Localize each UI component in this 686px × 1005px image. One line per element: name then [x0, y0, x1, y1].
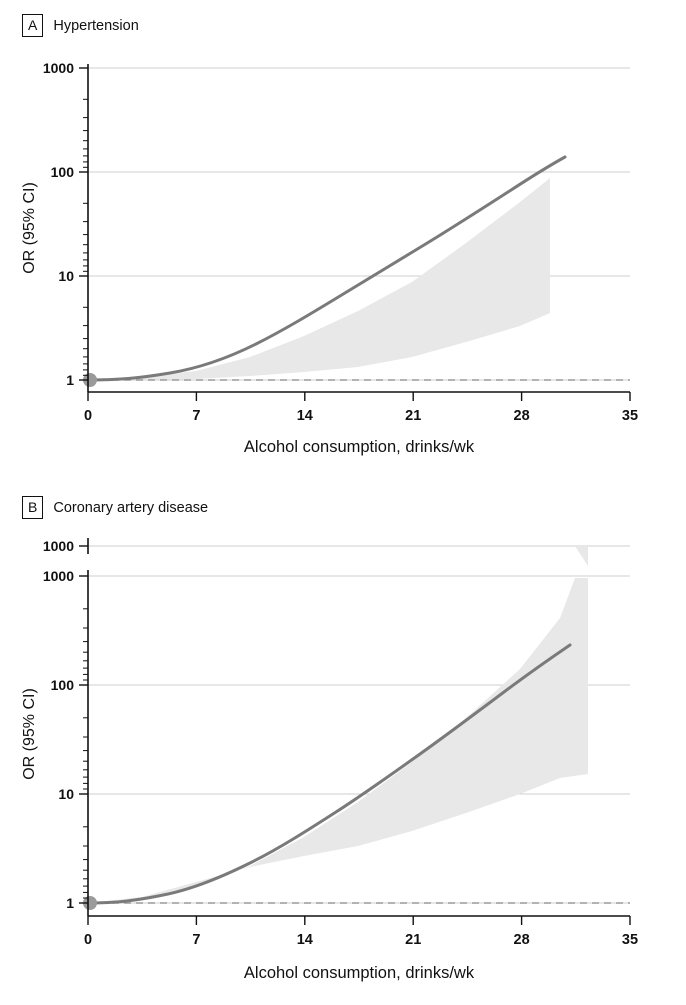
y-axis-label-b: OR (95% CI)	[21, 688, 38, 780]
panel-b-title: Coronary artery disease	[53, 499, 209, 516]
x-tick-label-14: 14	[296, 408, 313, 424]
x-tick-label-28: 28	[513, 932, 530, 948]
panel-coronary-artery-disease	[0, 482, 686, 1005]
x-axis-label-a: Alcohol consumption, drinks/wk	[243, 438, 475, 456]
y-tick-label-10: 10	[58, 786, 74, 802]
y-tick-label-1: 1	[66, 372, 74, 388]
x-tick-label-28: 28	[513, 408, 530, 424]
y-tick-label-100: 100	[50, 677, 74, 693]
x-tick-label-21: 21	[405, 408, 422, 424]
y-ticks-a	[79, 68, 88, 380]
y-tick-label-10: 10	[58, 268, 74, 284]
x-tick-label-7: 7	[192, 932, 201, 948]
y-ticks-b	[79, 546, 88, 903]
y-tick-label-100: 100	[50, 164, 74, 180]
panel-a-header	[22, 14, 139, 37]
x-tick-label-35: 35	[621, 408, 639, 424]
panel-b-letter: B	[22, 496, 43, 519]
x-tick-label-35: 35	[621, 932, 639, 948]
chart-svg-hypertension	[0, 40, 686, 480]
y-tick-label-1000: 1000	[42, 60, 74, 76]
plot-area-coronary-artery-disease	[0, 522, 686, 1005]
y-tick-label-1: 1	[66, 895, 74, 911]
chart-svg-coronary-artery-disease	[0, 522, 686, 1005]
x-tick-label-0: 0	[83, 408, 93, 424]
x-ticks-a	[88, 392, 630, 401]
x-tick-label-7: 7	[192, 408, 201, 424]
y-tick-label-1000-top: 1000	[42, 538, 74, 554]
ci-band-b-overflow	[575, 546, 588, 566]
panel-a-title: Hypertension	[53, 17, 139, 34]
x-axis-label-b: Alcohol consumption, drinks/wk	[243, 964, 475, 982]
ci-band-b	[88, 578, 588, 903]
plot-area-hypertension	[0, 40, 686, 480]
y-tick-label-1000: 1000	[42, 568, 74, 584]
panel-b-header	[22, 496, 208, 519]
panel-a-letter: A	[22, 14, 43, 37]
x-tick-label-21: 21	[405, 932, 422, 948]
x-tick-label-14: 14	[296, 932, 313, 948]
x-tick-label-0: 0	[83, 932, 93, 948]
y-axis-label-a: OR (95% CI)	[21, 182, 38, 274]
x-ticks-b	[88, 916, 630, 925]
panel-hypertension	[0, 0, 686, 480]
